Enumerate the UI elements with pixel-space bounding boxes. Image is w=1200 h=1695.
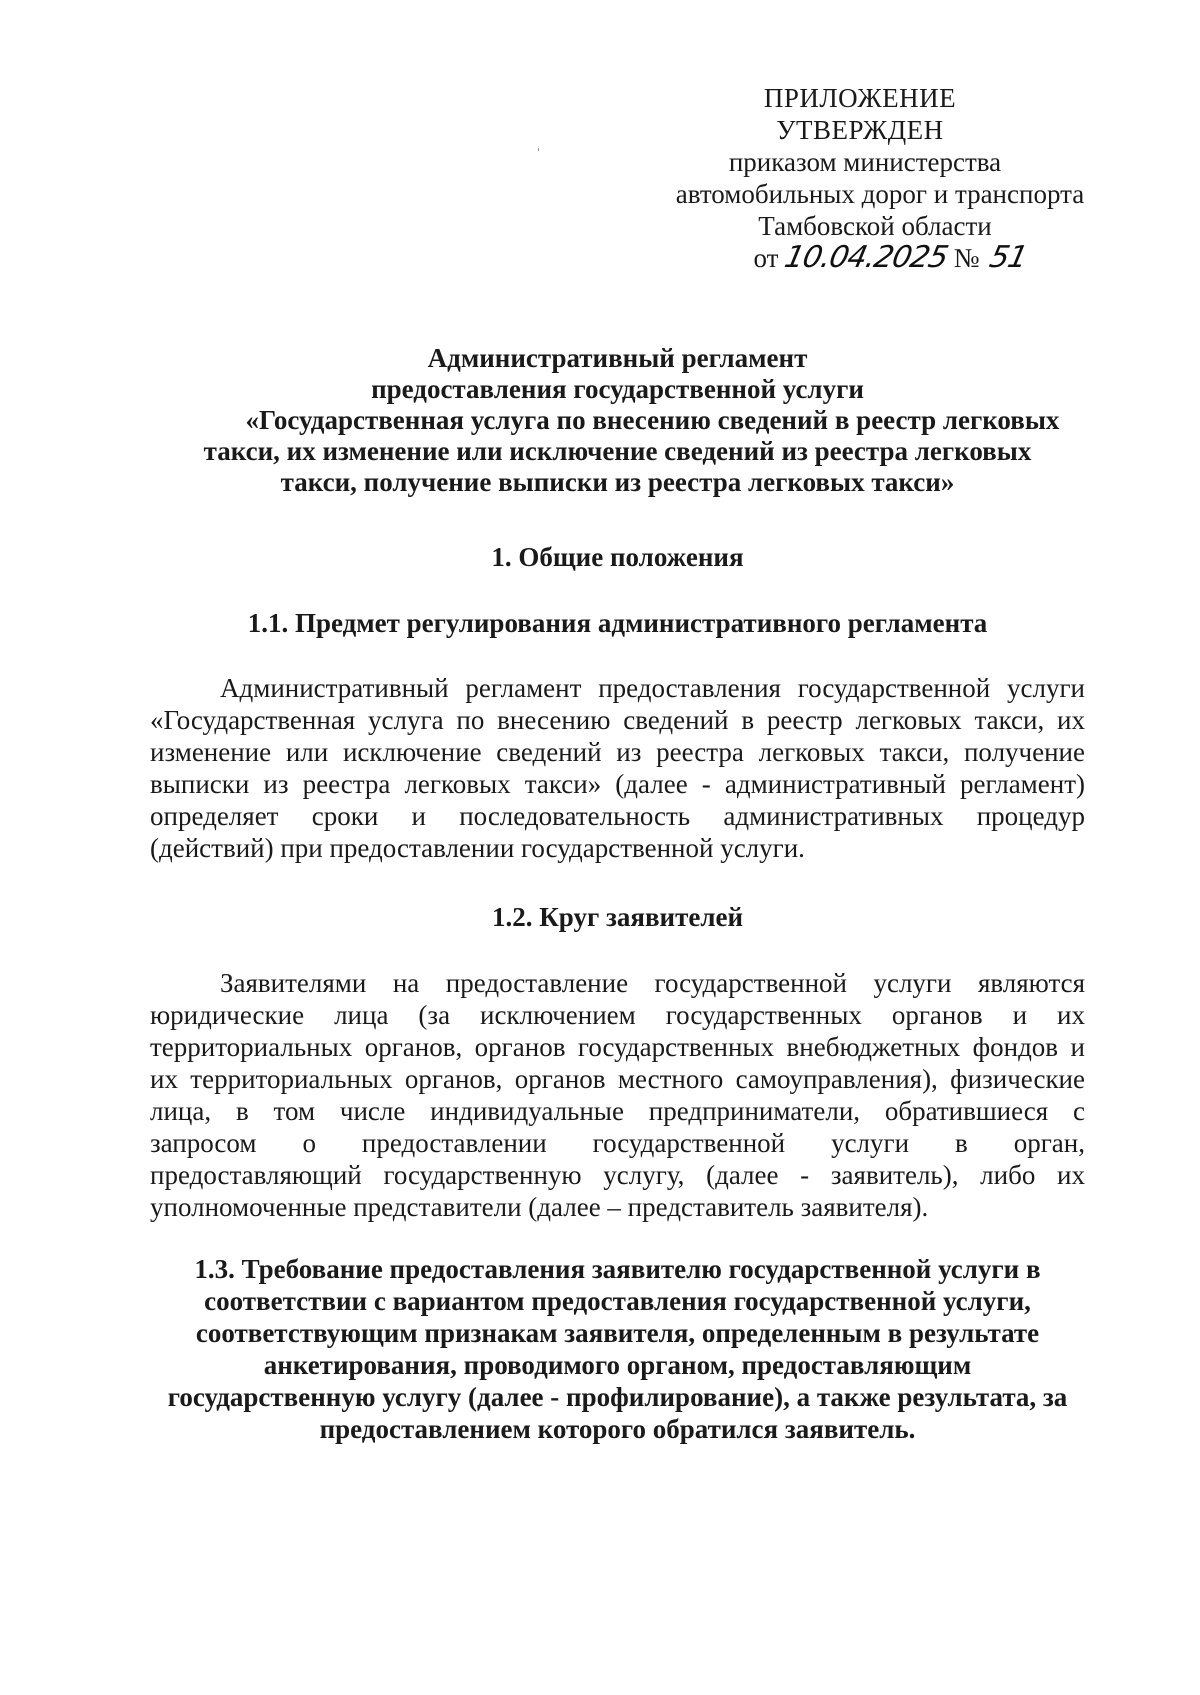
annex-label: ПРИЛОЖЕНИЕ	[763, 83, 957, 113]
paragraph-line: выписки из реестра легковых такси» (далее - административный регламент)	[150, 769, 1085, 799]
section-1-2-heading: 1.2. Круг заявителей	[491, 902, 744, 932]
title-line-3: «Государственная услуга по внесению сведений в реестр легковых	[245, 405, 1060, 435]
paragraph-line: «Государственная услуга по внесению сведений в реестр легковых такси, их	[150, 705, 1085, 735]
scan-mark	[538, 148, 539, 151]
title-line-5: такси, получение выписки из реестра легковых такси»	[280, 467, 955, 497]
order-line-2: автомобильных дорог и транспорта	[675, 179, 1085, 209]
title-line-4: такси, их изменение или исключение сведений из реестра легковых	[203, 436, 1032, 466]
paragraph-line: их территориальных органов, органов местного самоуправления), физические	[150, 1064, 1085, 1094]
title-line-1: Административный регламент	[427, 343, 808, 373]
paragraph-line: (действий) при предоставлении государственной услуги.	[150, 833, 805, 863]
order-line-3: Тамбовской области	[758, 211, 992, 241]
paragraph-line: лица, в том числе индивидуальные предприниматели, обратившиеся с	[150, 1096, 1085, 1126]
document-title	[150, 343, 1085, 498]
order-line-1: приказом министерства	[728, 147, 1002, 177]
order-date-line	[600, 242, 1120, 274]
paragraph-line: уполномоченные представители (далее – представитель заявителя).	[150, 1192, 929, 1222]
section-1-1-heading: 1.1. Предмет регулирования административного регламента	[247, 608, 988, 638]
section-1-3-heading	[140, 1253, 1095, 1445]
section-1-3-line: анкетирования, проводимого органом, предоставляющим	[263, 1350, 972, 1380]
section-1-heading: 1. Общие положения	[491, 542, 744, 572]
section-1-3-line: соответствующим признакам заявителя, определенным в результате	[195, 1318, 1040, 1348]
section-1-3-line: предоставлением которого обратился заявитель.	[319, 1414, 916, 1444]
paragraph-line: определяет сроки и последовательность административных процедур	[150, 801, 1085, 831]
paragraph-line: запросом о предоставлении государственной услуги в орган,	[150, 1128, 1085, 1158]
section-1-3-line: государственную услугу (далее - профилирование), а также результата, за	[167, 1382, 1068, 1412]
title-line-2: предоставления государственной услуги	[371, 374, 864, 404]
paragraph-line: территориальных органов, органов государственных внебюджетных фондов и	[150, 1032, 1085, 1062]
paragraph-line: Административный регламент предоставления государственной услуги	[220, 673, 1085, 703]
section-1-2-paragraph	[150, 967, 1085, 1223]
section-1-3-line: 1.3. Требование предоставления заявителю государственной услуги в	[194, 1254, 1041, 1284]
date-prefix: от	[753, 243, 779, 273]
paragraph-line: юридические лица (за исключением государственных органов и их	[150, 1000, 1085, 1030]
paragraph-line: Заявителями на предоставление государственной услуги являются	[220, 968, 1085, 998]
section-1-1-paragraph	[150, 672, 1085, 864]
handwritten-number: 51	[986, 240, 1031, 275]
approved-label: УТВЕРЖДЕН	[776, 115, 944, 145]
approval-header	[600, 82, 1120, 274]
handwritten-date: 10.04.2025	[781, 240, 951, 275]
number-sign: №	[953, 243, 980, 273]
paragraph-line: изменение или исключение сведений из реестра легковых такси, получение	[150, 737, 1085, 767]
paragraph-line: предоставляющий государственную услугу, (далее - заявитель), либо их	[150, 1160, 1085, 1190]
section-1-3-line: соответствии с вариантом предоставления государственной услуги,	[204, 1286, 1031, 1316]
